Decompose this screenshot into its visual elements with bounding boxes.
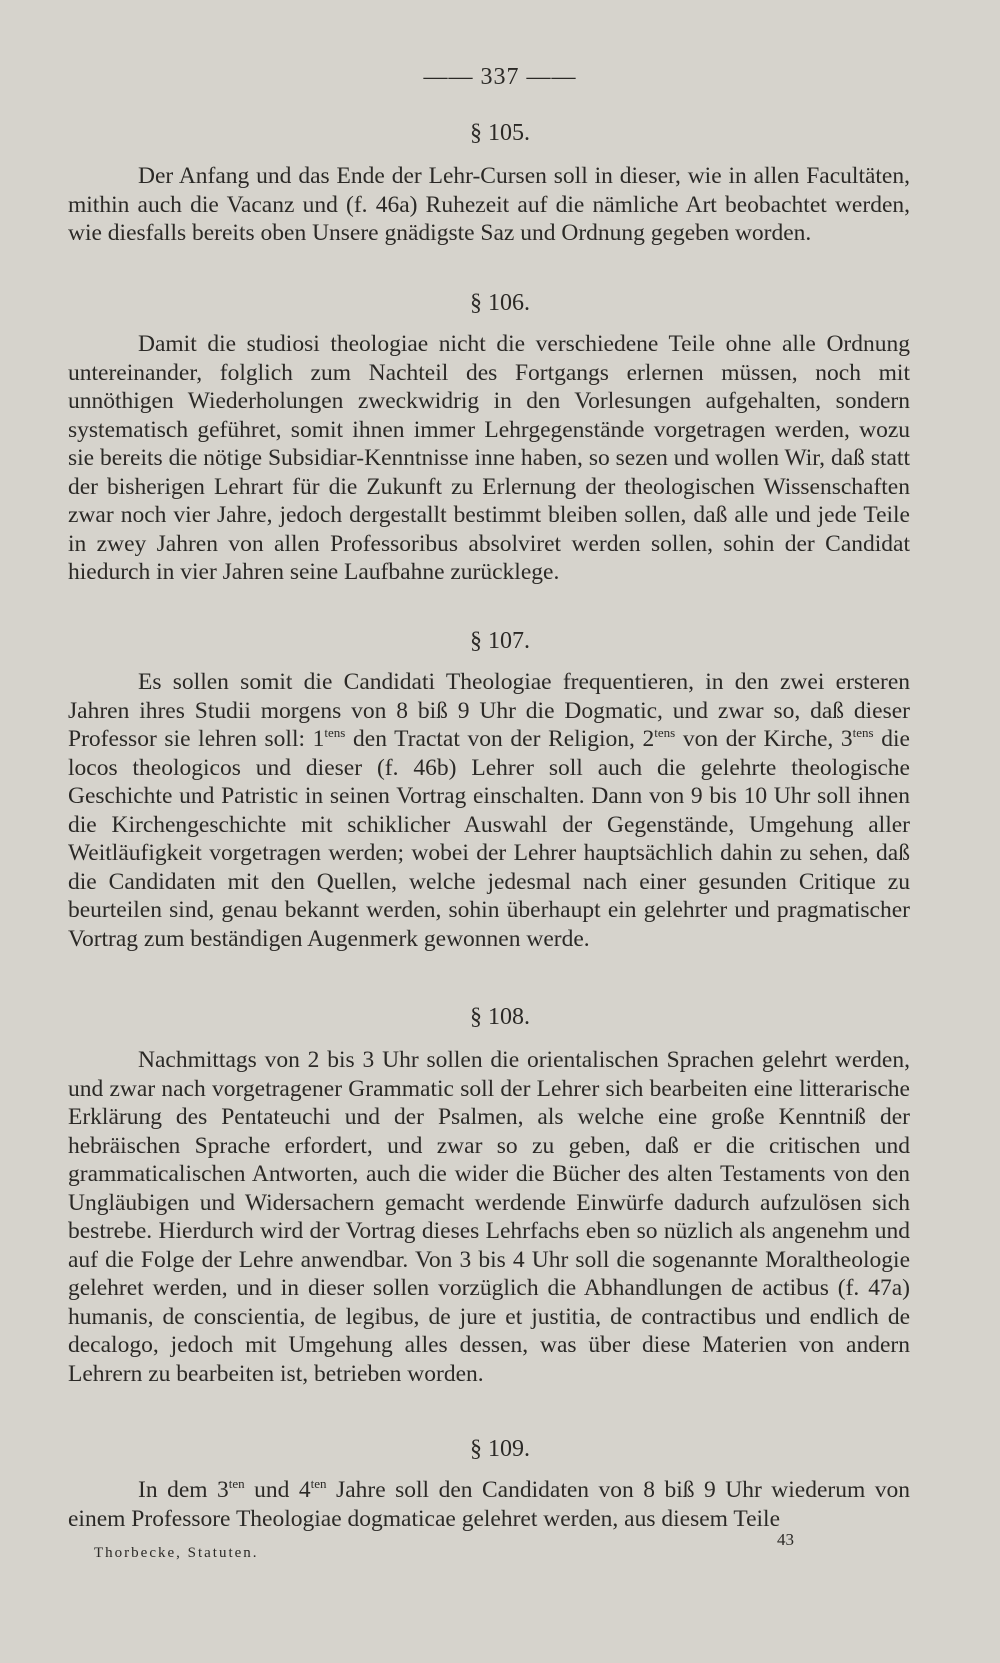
ordinal-suffix: tens bbox=[852, 725, 874, 740]
section-106-text bbox=[68, 330, 910, 587]
section-title-108: § 108. bbox=[470, 1004, 530, 1030]
text-run: von der Kirche, 3 bbox=[675, 726, 853, 752]
paragraph: Nachmittags von 2 bis 3 Uhr sollen die orientalischen Sprachen gelehrt werden, und zwar nach vorgetragener Grammatic soll der Lehrer sich bearbeiten eine litterarische Erklärung des Pentateuchi und der Psalmen, als welche eine große Kenntniß der hebräischen Sprache erfordert, und zwar so zu geben, daß er die critischen und grammaticalischen Antworten, auch die wider die Bücher des alten Testaments von den Ungläubigen und Widersachern gemacht werdende Einwürfe dadurch aufzulösen sich bestrebe. Hierdurch wird der Vortrag dieses Lehrfachs eben so nüzlich als angenehm und auf die Folge der Lehre anwendbar. Von 3 bis 4 Uhr soll die sogenannte Moraltheologie gelehret werden, und in dieser sollen vorzüglich die Abhandlungen de actibus (f. 47a) humanis, de conscientia, de legibus, de jure et justitia, de contractibus und endlich de decalogo, jedoch mit Umgehung alles dessen, was über diese Materien von andern Lehrern zu bearbeiten ist, betrieben worden. bbox=[68, 1047, 910, 1387]
section-107-text bbox=[68, 668, 910, 953]
text-run: In dem 3 bbox=[138, 1477, 229, 1503]
paragraph bbox=[68, 1476, 910, 1533]
signature-mark: 43 bbox=[777, 1530, 794, 1549]
section-108-text bbox=[68, 1046, 910, 1388]
text-run: Es sollen somit die Candidati Theologiae frequentieren, in den zwei ersteren Jahren ihres Studii morgens von 8 biß 9 Uhr die Dogmatic, und zwar so, daß dieser Professor sie lehren soll: 1 bbox=[68, 669, 910, 752]
text-run: und 4 bbox=[244, 1477, 311, 1503]
text-run: Jahre soll den Candidaten von 8 biß 9 Uhr wiederum von einem Professore Theologiae dogmaticae gelehret werden, aus diesem Teile bbox=[68, 1477, 911, 1532]
paragraph: Damit die studiosi theologiae nicht die verschiedene Teile ohne alle Ordnung untereinander, folglich zum Nachteil des Fortgangs erlernen müssen, noch mit unnöthigen Wiederholungen zweckwidrig in den Vorlesungen aufgehalten, sondern systematisch geführet, somit ihnen immer Lehrgegenstände vorgetragen werden, wozu sie bereits die nötige Subsidiar-Kenntnisse inne haben, so sezen und wollen Wir, daß statt der bisherigen Lehrart für die Zukunft zu Erlernung der theologischen Wissenschaften zwar noch vier Jahre, jedoch dergestallt bestimmt bleiben sollen, daß alle und jede Teile in zwey Jahren von allen Professoribus absolviret werden sollen, sohin der Candidat hiedurch in vier Jahren seine Laufbahne zurücklege. bbox=[68, 331, 910, 585]
section-title-105: § 105. bbox=[470, 120, 530, 146]
ordinal-suffix: tens bbox=[324, 725, 346, 740]
section-title-109: § 109. bbox=[470, 1436, 530, 1462]
ordinal-suffix: ten bbox=[310, 1476, 327, 1491]
source-footer: Thorbecke, Statuten. bbox=[94, 1545, 259, 1561]
paragraph: Der Anfang und das Ende der Lehr-Cursen soll in dieser, wie in allen Facultäten, mithin auch die Vacanz und (f. 46a) Ruhezeit auf die nämliche Art beobachtet werden, wie diesfalls bereits oben Unsere gnädigste Saz und Ordnung gegeben worden. bbox=[68, 163, 910, 246]
ordinal-suffix: tens bbox=[654, 725, 676, 740]
paragraph bbox=[68, 668, 910, 953]
section-title-106: § 106. bbox=[470, 290, 530, 316]
page-number: —— 337 —— bbox=[423, 64, 577, 90]
section-title-107: § 107. bbox=[470, 628, 530, 654]
section-105-text bbox=[68, 162, 910, 248]
text-run: den Tractat von der Religion, 2 bbox=[345, 726, 655, 752]
section-109-text bbox=[68, 1476, 910, 1533]
ordinal-suffix: ten bbox=[228, 1476, 245, 1491]
text-run: die locos theologicos und dieser (f. 46b) Lehrer soll auch die gelehrte theologische Geschichte und Patristic in seinen Vortrag einschalten. Dann von 9 bis 10 Uhr soll ihnen die Kirchengeschichte mit schiklicher Auswahl der Gegenstände, Umgehung aller Weitläufigkeit vorgetragen werden; wobei der Lehrer hauptsächlich dahin zu sehen, daß die Candidaten mit den Quellen, welche jedesmal nach einer gesunden Critique zu beurteilen sind, genau bekannt werden, sohin überhaupt ein gelehrter und pragmatischer Vortrag zum beständigen Augenmerk gewonnen werde. bbox=[68, 726, 910, 952]
